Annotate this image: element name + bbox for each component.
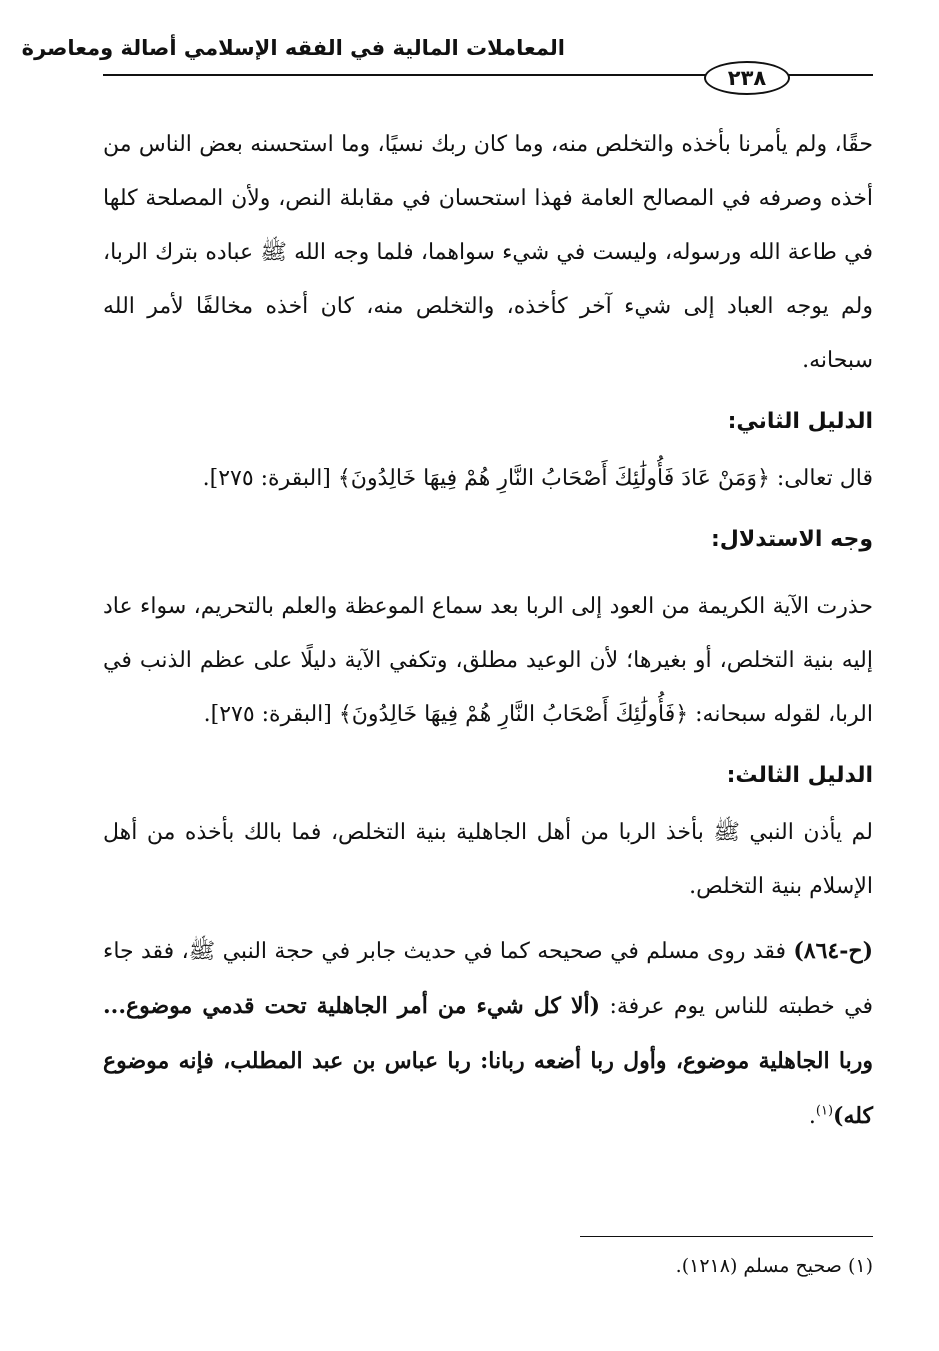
paragraph-continuation: حقًا، ولم يأمرنا بأخذه والتخلص منه، وما كان ربك نسيًا، وما استحسنه بعض الناس من أخذه وصرفه في المصالح العامة فهذا استحسان في مقابلة النص، ولأن المصلحة كلها في طاعة الله ورسوله، وليست في شيء سواهما، فلما وجه الله ﷺ عباده بترك الربا، ولم يوجه العباد إلى شيء آخر كأخذه، والتخلص منه، كان أخذه مخالفًا لأمر الله سبحانه. (103, 132, 873, 373)
paragraph-third-evidence: لم يأذن النبي ﷺ بأخذ الربا من أهل الجاهلية بنية التخلص، فما بالك بأخذه من أهل الإسلام بنية التخلص. (103, 820, 873, 899)
hadith-intro: فقد روى مسلم في صحيحه كما في حديث جابر في حجة النبي ﷺ، فقد جاء في خطبته للناس يوم عرفة: (103, 939, 874, 1019)
paragraph-hadith (103, 924, 873, 1144)
quran-verse: ﴿وَمَنْ عَادَ فَأُولَٰئِكَ أَصْحَابُ النَّارِ هُمْ فِيهَا خَالِدُونَ﴾ (337, 466, 770, 491)
footnote-rule (580, 1236, 873, 1237)
heading-third-evidence: الدليل الثالث: (726, 763, 873, 788)
quran-verse: ﴿فَأُولَٰئِكَ أَصْحَابُ النَّارِ هُمْ فِيهَا خَالِدُونَ﴾ (338, 702, 689, 727)
verse-reference: [البقرة: ٢٧٥]. (202, 466, 338, 491)
paragraph-inference (103, 580, 873, 742)
page-number: ٢٣٨ (704, 61, 790, 95)
heading-second-evidence: الدليل الثاني: (727, 409, 873, 434)
main-text (103, 118, 873, 1144)
footnote: (١) صحيح مسلم (١٢١٨). (675, 1255, 873, 1277)
hadith-code: (ح-٨٦٤) (793, 938, 873, 964)
footnote-marker: (١) (815, 1103, 834, 1119)
inference-text: حذرت الآية الكريمة من العود إلى الربا بعد سماع الموعظة والعلم بالتحريم، سواء عاد إليه بنية التخلص، أو بغيرها؛ لأن الوعيد مطلق، وتكفي الآية دليلًا على عظم الذنب في الربا، لقوله سبحانه: (103, 594, 873, 727)
verse-reference: [البقرة: ٢٧٥]. (203, 702, 339, 727)
paragraph-ayah-quote (103, 452, 873, 506)
running-header-title: المعاملات المالية في الفقه الإسلامي أصالة ومعاصرة (21, 36, 565, 60)
intro-text: قال تعالى: (769, 466, 873, 491)
heading-inference: وجه الاستدلال: (710, 527, 873, 552)
paragraph-end: . (808, 1104, 816, 1129)
hadith-quote: (ألا كل شيء من أمر الجاهلية تحت قدمي موضوع... وربا الجاهلية موضوع، وأول ربا أضعه ربانا: ربا عباس بن عبد المطلب، فإنه موضوع كله) (103, 993, 873, 1129)
